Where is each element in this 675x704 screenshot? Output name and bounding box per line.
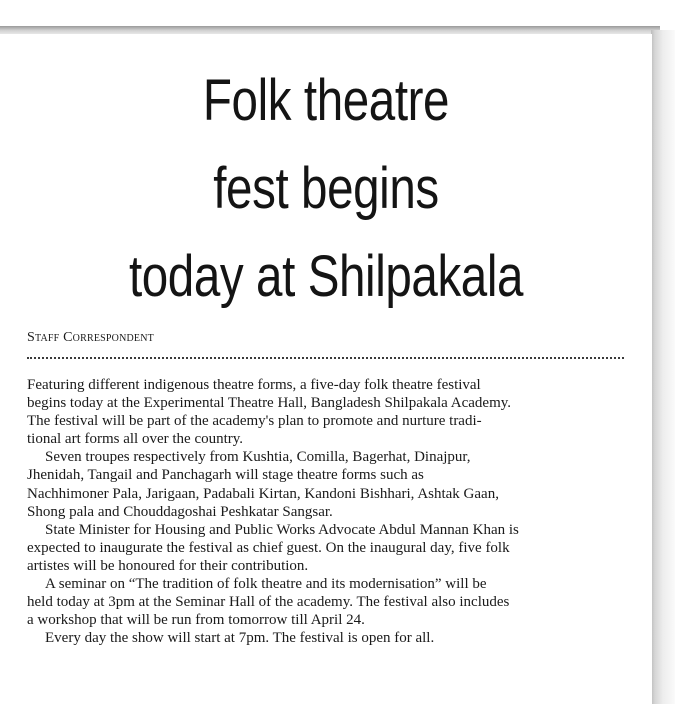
article-body-line (27, 593, 627, 611)
headline-line: today at Shilpakala (128, 244, 524, 309)
article-body-line (27, 503, 627, 521)
article-body-line (27, 448, 627, 466)
article-body-line-text: Nachhimoner Pala, Jarigaan, Padabali Kirtan, Kandoni Bishhari, Ashtak Gaan, (27, 485, 499, 502)
article-body-line-text: expected to inaugurate the festival as chief guest. On the inaugural day, five folk (27, 539, 510, 556)
headline (59, 57, 594, 321)
article-body-line (27, 557, 627, 575)
article-body-line (27, 412, 627, 430)
article-body-line (27, 485, 627, 503)
article-body-line-text: begins today at the Experimental Theatre Hall, Bangladesh Shilpakala Academy. (27, 395, 512, 412)
article-body-line (27, 466, 627, 484)
article-body-line-text: The festival will be part of the academy's plan to promote and nurture tradi- (27, 413, 482, 430)
article-body-line (27, 394, 627, 412)
article-body-line-text: A seminar on “The tradition of folk theatre and its modernisation” will be (45, 576, 487, 593)
article-body (27, 376, 627, 647)
headline-line: Folk theatre (202, 68, 450, 133)
dotted-divider (27, 357, 624, 359)
byline: Staff Correspondent (27, 330, 154, 345)
article-body-line-text: tional art forms all over the country. (27, 431, 244, 448)
article-body-line (27, 629, 627, 647)
article-body-line-text: held today at 3pm at the Seminar Hall of the academy. The festival also includes (27, 594, 510, 611)
article-body-line (27, 575, 627, 593)
article-body-line (27, 539, 627, 557)
article-body-line (27, 521, 627, 539)
article-body-line (27, 430, 627, 448)
article-body-line-text: Featuring different indigenous theatre forms, a five-day folk theatre festival (27, 377, 481, 393)
article-body-line-text: State Minister for Housing and Public Works Advocate Abdul Mannan Khan is (45, 521, 519, 538)
article-body-line (27, 611, 627, 629)
clipping-shadow-right (651, 30, 675, 704)
article-body-line-text: Every day the show will start at 7pm. The festival is open for all. (45, 630, 435, 647)
article-body-line-text: Shong pala and Chouddagoshai Peshkatar Sangsar. (27, 503, 333, 520)
article-body-line-text: artistes will be honoured for their contribution. (27, 557, 309, 574)
article-body-line-text: Seven troupes respectively from Kushtia, Comilla, Bagerhat, Dinajpur, (45, 449, 471, 466)
newspaper-clipping (0, 34, 652, 704)
article-body-line (27, 376, 627, 394)
headline-line: fest begins (213, 156, 439, 221)
article-body-line-text: a workshop that will be run from tomorrow till April 24. (27, 612, 365, 629)
article-body-line-text: Jhenidah, Tangail and Panchagarh will stage theatre forms such as (27, 467, 424, 484)
